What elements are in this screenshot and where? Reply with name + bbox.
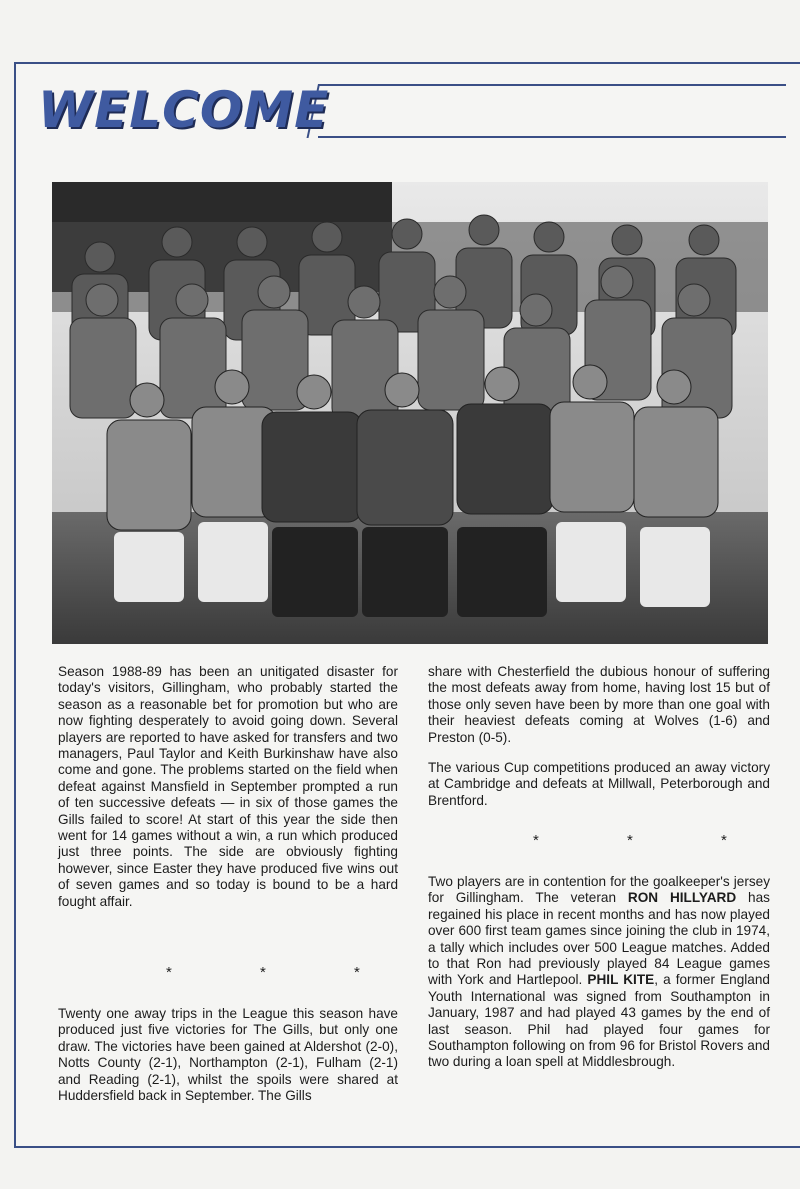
article-paragraph-4 [428, 760, 770, 809]
page-title: WELCOME [38, 81, 330, 139]
header-rule-top [318, 84, 786, 86]
article-paragraph-1 [58, 664, 398, 910]
header-rule-bottom [318, 136, 786, 138]
player-name: RON HILLYARD [627, 890, 737, 906]
article-paragraph-3 [428, 664, 770, 746]
text-span: has regained his place in recent months and has now played over 600 first team games since joining the club in 1974, a tally which includes over 500 League matches. Added to that Ron had previously played 84 League games with York and Hartlepool. [428, 890, 770, 988]
paragraph-text [428, 874, 770, 1071]
article-paragraph-5 [428, 874, 770, 1071]
section-divider-stars: * * * [166, 964, 402, 981]
text-span: , a former England Youth International was signed from Southampton in January, 1987 and had played 43 games by the end of last season. Phil had played four games for Southampton following on from 96 for Bristol Rovers and two during a loan spell at Middlesbrough. [428, 972, 770, 1070]
paragraph-text: The various Cup competitions produced an away victory at Cambridge and defeats at Millwall, Peterborough and Brentford. [428, 760, 770, 808]
paragraph-text: Season 1988-89 has been an unitigated disaster for today's visitors, Gillingham, who probably started the season as a reasonable bet for promotion but who are now fighting desperately to avoid going down. Several players are reported to have asked for transfers and two managers, Paul Taylor and Keith Burkinshaw have also come and gone. The problems started on the field when defeat against Mansfield in September prompted a run of ten successive defeats — in six of those games the Gills failed to score! At start of this year the side then went for 14 games without a win, a run which produced just three points. The side are obviously fighting however, since Easter they have produced five wins out of seven games and so today is bound to be a hard fought affair. [58, 664, 398, 909]
team-photo-icon [52, 182, 768, 644]
paragraph-text: share with Chesterfield the dubious honour of suffering the most defeats away from home, having lost 15 but of those only seven have been by more than one goal with their heaviest defeats coming at Wolves (1-6) and Preston (0-5). [428, 664, 770, 745]
paragraph-text: Twenty one away trips in the League this season have produced just five victories for The Gills, but only one draw. The victories have been gained at Aldershot (2-0), Notts County (2-1), Northampton (2-1), Fulham (2-1) and Reading (2-1), whilst the spoils were shared at Huddersfield back in September. The Gills [58, 1006, 398, 1104]
team-photo [52, 182, 768, 644]
section-divider-stars: * * * [533, 832, 769, 849]
player-name: PHIL KITE [587, 972, 655, 988]
article-paragraph-2 [58, 1006, 398, 1104]
text-span: Two players are in contention for the goalkeeper's jersey for Gillingham. The veteran [428, 874, 770, 906]
